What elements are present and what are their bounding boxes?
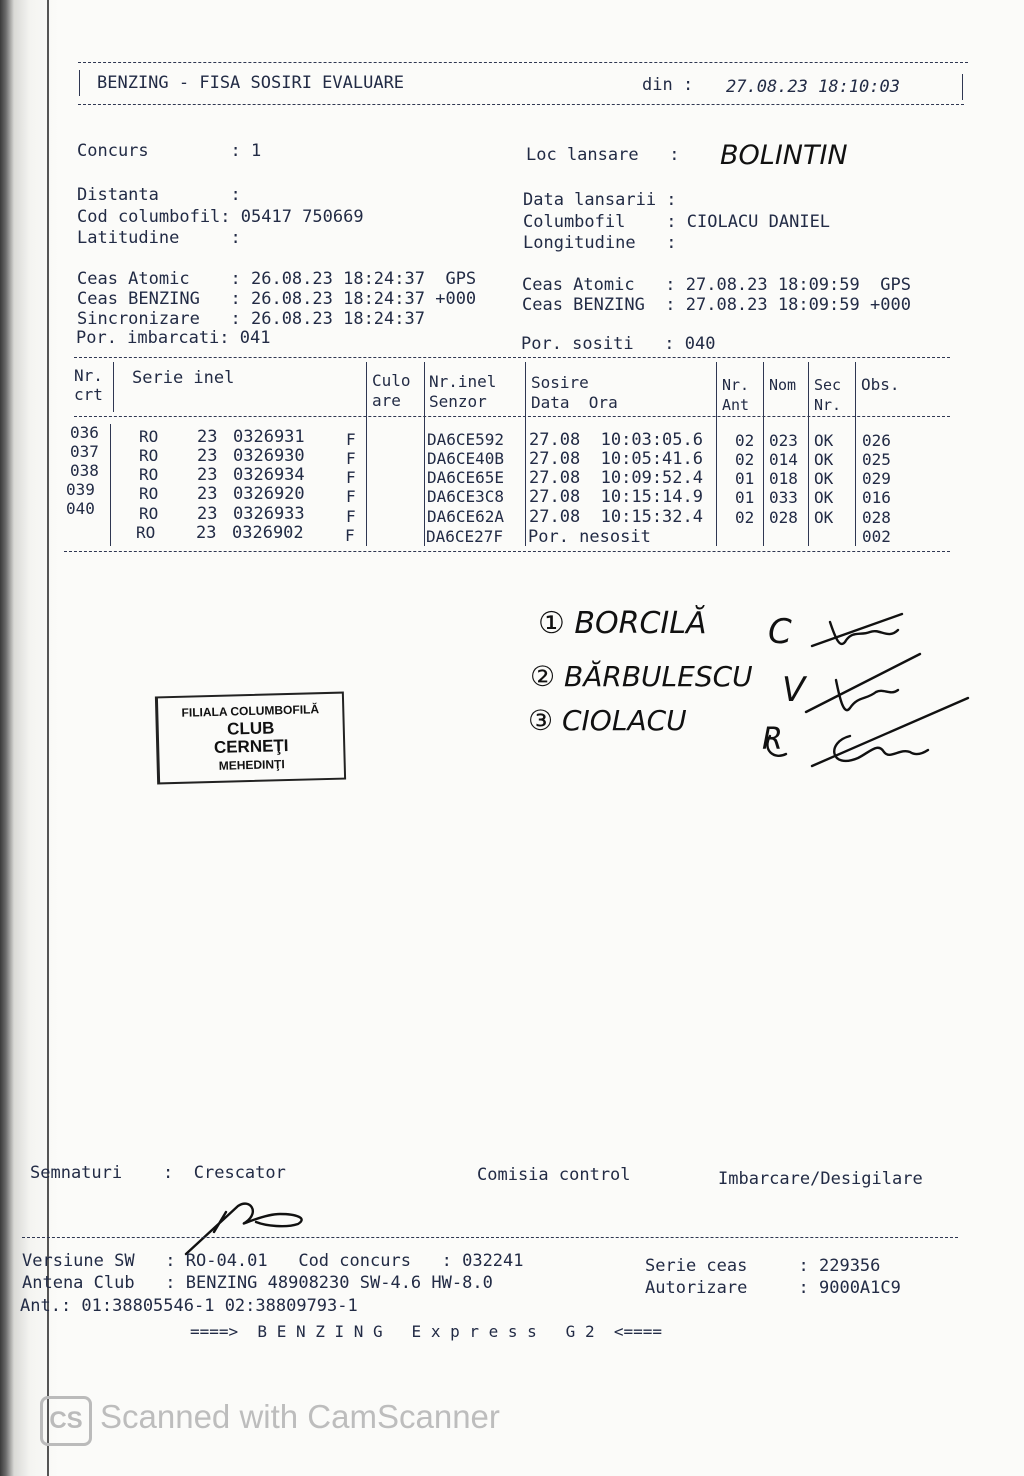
loc-lansare-field: Loc lansare :: [526, 145, 680, 165]
cell-senzor: DA6CE592: [427, 430, 505, 449]
signature-3: [834, 736, 928, 761]
cell-sosire: Por. nesosit: [528, 527, 651, 547]
col-header-nr-ant: Nr.: [722, 376, 750, 394]
cell-sex: F: [346, 487, 356, 506]
col-header-serie-inel: Serie inel: [132, 368, 235, 388]
crescator-signature: [186, 1204, 302, 1254]
col-header-crt: crt: [74, 385, 103, 404]
cell-sosire: 27.08 10:15:14.9: [529, 487, 703, 507]
cell-sec: OK: [814, 488, 834, 507]
stamp-line-2: CLUB: [226, 718, 275, 739]
cell-ant: 01: [735, 469, 755, 488]
col-header-sec-nr: Nr.: [814, 396, 842, 414]
cell-an: 23: [196, 523, 217, 543]
ceas-atomic-end: Ceas Atomic : 27.08.23 18:09:59 GPS: [522, 275, 911, 295]
data-lansarii-field: Data lansarii :: [523, 190, 677, 210]
versiune-sw-line: Versiune SW : RO-04.01 Cod concurs : 032241: [22, 1251, 524, 1271]
document-title: BENZING - FISA SOSIRI EVALUARE: [97, 73, 405, 93]
cell-obs: 029: [862, 469, 891, 488]
por-sositi-field: Por. sositi : 040: [521, 334, 716, 354]
cell-sec: OK: [814, 431, 834, 450]
cell-obs: 002: [862, 527, 891, 546]
cell-inel: 0326920: [233, 484, 305, 504]
camscanner-logo: CS: [40, 1396, 92, 1446]
col-header-nom: Nom: [769, 376, 797, 394]
cod-columbofil-field: Cod columbofil: 05417 750669: [77, 207, 364, 227]
col-header-data-ora: Data Ora: [531, 393, 618, 412]
cell-crt: 036: [70, 423, 99, 442]
cell-sec: OK: [814, 469, 834, 488]
handwritten-name-3: ③ CIOLACU: [528, 704, 687, 737]
cell-sec: OK: [814, 508, 834, 527]
cell-inel: 0326933: [233, 504, 305, 524]
cell-sex: F: [346, 468, 356, 487]
camscanner-watermark: Scanned with CamScanner: [100, 1398, 500, 1435]
ceas-atomic-start: Ceas Atomic : 26.08.23 18:24:37 GPS: [77, 269, 477, 289]
cell-ant: 01: [735, 488, 755, 507]
club-stamp: [155, 692, 346, 785]
imbarcare-label: Imbarcare/Desigilare: [718, 1169, 923, 1189]
cell-sex: F: [346, 430, 356, 449]
cell-sec: OK: [814, 450, 834, 469]
cell-senzor: DA6CE62A: [427, 507, 505, 526]
cell-nom: 014: [769, 450, 798, 469]
cell-crt: 038: [70, 461, 99, 480]
cell-nom: 018: [769, 469, 798, 488]
cell-nom: 023: [769, 431, 798, 450]
cell-tara: RO: [139, 427, 159, 446]
cell-inel: 0326934: [233, 465, 305, 485]
cell-tara: RO: [139, 484, 159, 503]
comisia-control-label: Comisia control: [477, 1165, 631, 1185]
semnaturi-label: Semnaturi : Crescator: [30, 1163, 286, 1183]
cell-crt: 037: [70, 442, 99, 461]
col-header-nr: Nr.: [74, 366, 103, 385]
cell-an: 23: [197, 465, 218, 485]
stamp-line-3: CERNEŢI: [213, 736, 289, 757]
cell-tara: RO: [136, 523, 156, 542]
concurs-field: Concurs : 1: [77, 141, 262, 161]
longitudine-field: Longitudine :: [523, 233, 677, 253]
benzing-express-banner: ====> B E N Z I N G E x p r e s s G 2 <====: [190, 1322, 663, 1341]
col-header-sosire: Sosire: [531, 373, 589, 392]
cell-inel: 0326930: [233, 446, 305, 466]
cell-sosire: 27.08 10:03:05.6: [529, 430, 703, 450]
serie-ceas-line: Serie ceas : 229356: [645, 1256, 881, 1276]
ant-line: Ant.: 01:38805546-1 02:38809793-1: [20, 1296, 358, 1316]
col-header-nr-inel: Nr.inel: [429, 372, 497, 391]
col-header-sec: Sec: [814, 376, 842, 394]
cell-ant: 02: [735, 431, 755, 450]
cell-sosire: 27.08 10:05:41.6: [529, 449, 703, 469]
antena-club-line: Antena Club : BENZING 48908230 SW-4.6 HW-8.0: [22, 1273, 493, 1293]
stamp-line-4: MEHEDINŢI: [218, 757, 285, 773]
col-header-culoare-2: are: [372, 391, 401, 410]
por-imbarcati-field: Por. imbarcati: 041: [76, 328, 271, 348]
cell-obs: 028: [862, 508, 891, 527]
signature-2: [836, 680, 898, 710]
cell-tara: RO: [139, 446, 159, 465]
col-header-ant: Ant: [722, 396, 750, 414]
signature-1: [830, 622, 898, 644]
handwritten-mark-1: C: [768, 612, 792, 652]
ceas-benzing-end: Ceas BENZING : 27.08.23 18:09:59 +000: [522, 295, 911, 315]
stamp-line-1: FILIALA COLUMBOFILĂ: [181, 702, 320, 720]
cell-crt: 039: [66, 480, 95, 499]
distanta-field: Distanta :: [77, 185, 241, 205]
cell-ant: 02: [735, 508, 755, 527]
footer-rule: [22, 1237, 958, 1238]
strike-line-1: [812, 614, 902, 646]
col-header-culoare: Culo: [372, 371, 411, 390]
cell-senzor: DA6CE3C8: [427, 487, 505, 506]
latitudine-field: Latitudine :: [77, 228, 241, 248]
cell-nom: 028: [769, 508, 798, 527]
cell-sex: F: [346, 449, 356, 468]
cell-tara: RO: [139, 465, 159, 484]
cell-an: 23: [197, 427, 218, 447]
cell-an: 23: [197, 504, 218, 524]
cell-inel: 0326902: [232, 523, 304, 543]
cell-senzor: DA6CE27F: [426, 527, 504, 546]
cell-sosire: 27.08 10:09:52.4: [529, 468, 703, 488]
col-header-obs: Obs.: [861, 375, 900, 394]
cell-sosire: 27.08 10:15:32.4: [529, 507, 703, 527]
cell-tara: RO: [139, 504, 159, 523]
cell-sex: F: [346, 507, 356, 526]
cell-obs: 016: [862, 488, 891, 507]
columbofil-field: Columbofil : CIOLACU DANIEL: [523, 212, 831, 232]
cell-obs: 026: [862, 431, 891, 450]
date-label: din :: [642, 75, 694, 95]
cell-senzor: DA6CE65E: [427, 468, 505, 487]
cell-an: 23: [197, 446, 218, 466]
autorizare-line: Autorizare : 9000A1C9: [645, 1278, 901, 1298]
cell-an: 23: [197, 484, 218, 504]
handwritten-name-2: ② BĂRBULESCU: [530, 660, 753, 693]
col-header-senzor: Senzor: [429, 392, 487, 411]
handwritten-mark-2: V: [782, 670, 806, 710]
handwritten-mark-3: R: [762, 722, 783, 757]
circle-mark-3: [767, 736, 786, 756]
cell-ant: 02: [735, 450, 755, 469]
sincronizare-field: Sincronizare : 26.08.23 18:24:37: [77, 309, 425, 329]
cell-nom: 033: [769, 488, 798, 507]
cell-senzor: DA6CE40B: [427, 449, 505, 468]
strike-line-2: [806, 654, 920, 712]
cell-crt: 040: [66, 499, 95, 518]
report-datetime: 27.08.23 18:10:03: [726, 77, 900, 97]
cell-sex: F: [345, 526, 355, 545]
handwritten-name-1: ① BORCILĂ: [538, 606, 707, 641]
ceas-benzing-start: Ceas BENZING : 26.08.23 18:24:37 +000: [77, 289, 477, 309]
loc-lansare-handwritten: BOLINTIN: [720, 140, 848, 171]
cell-obs: 025: [862, 450, 891, 469]
cell-inel: 0326931: [233, 427, 305, 447]
